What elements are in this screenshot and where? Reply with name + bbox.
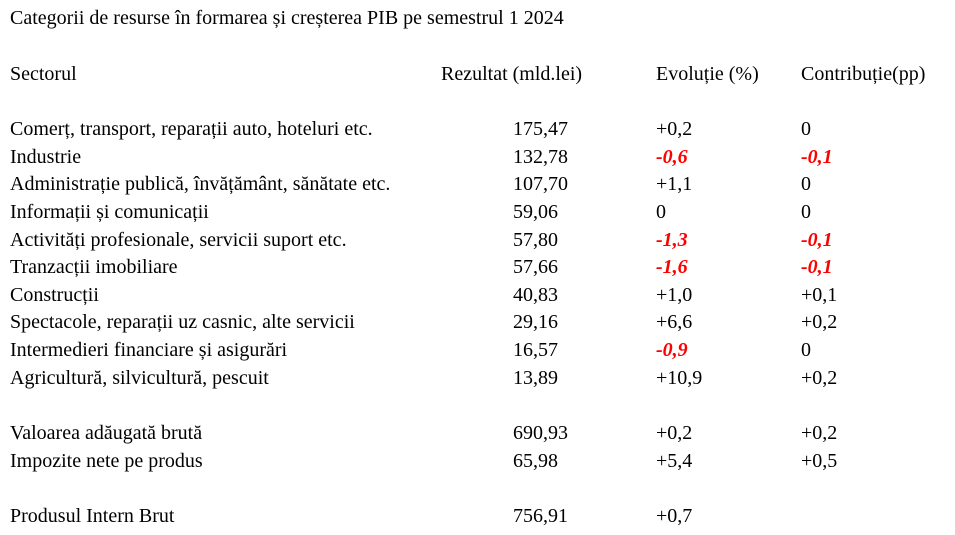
row-evolutie: -0,6	[656, 146, 688, 168]
total-contributie: +0,2	[801, 422, 838, 444]
row-rezultat: 40,83	[513, 284, 558, 306]
total-sector: Valoarea adăugată brută	[10, 422, 203, 444]
header-contributie: Contribuție(pp)	[801, 63, 926, 85]
row-contributie: -0,1	[801, 256, 833, 278]
row-sector: Intermedieri financiare și asigurări	[10, 339, 288, 361]
row-evolutie: -1,6	[656, 256, 688, 278]
row-contributie: -0,1	[801, 229, 833, 251]
pib-rezultat: 756,91	[513, 505, 568, 527]
row-contributie: 0	[801, 173, 811, 195]
row-rezultat: 29,16	[513, 311, 558, 333]
row-rezultat: 16,57	[513, 339, 558, 361]
row-evolutie: +1,1	[656, 173, 693, 195]
row-contributie: +0,2	[801, 367, 838, 389]
row-rezultat: 57,66	[513, 256, 558, 278]
row-contributie: +0,1	[801, 284, 838, 306]
row-rezultat: 57,80	[513, 229, 558, 251]
row-rezultat: 59,06	[513, 201, 558, 223]
row-evolutie: +0,2	[656, 118, 693, 140]
row-contributie: 0	[801, 118, 811, 140]
total-sector: Impozite nete pe produs	[10, 450, 203, 472]
pib-sector: Produsul Intern Brut	[10, 505, 175, 527]
total-rezultat: 690,93	[513, 422, 568, 444]
row-evolutie: +6,6	[656, 311, 693, 333]
total-evolutie: +5,4	[656, 450, 693, 472]
row-rezultat: 13,89	[513, 367, 558, 389]
row-contributie: 0	[801, 201, 811, 223]
row-rezultat: 107,70	[513, 173, 568, 195]
total-evolutie: +0,2	[656, 422, 693, 444]
row-evolutie: +10,9	[656, 367, 703, 389]
row-sector: Agricultură, silvicultură, pescuit	[10, 367, 269, 389]
row-sector: Construcții	[10, 284, 99, 306]
total-contributie: +0,5	[801, 450, 838, 472]
total-rezultat: 65,98	[513, 450, 558, 472]
row-contributie: -0,1	[801, 146, 833, 168]
row-rezultat: 175,47	[513, 118, 568, 140]
row-sector: Industrie	[10, 146, 82, 168]
row-evolutie: 0	[656, 201, 666, 223]
row-sector: Informații și comunicații	[10, 201, 209, 223]
row-sector: Spectacole, reparații uz casnic, alte servicii	[10, 311, 355, 333]
row-sector: Comerț, transport, reparații auto, hoteluri etc.	[10, 118, 373, 140]
header-sector: Sectorul	[10, 63, 77, 85]
row-evolutie: -1,3	[656, 229, 688, 251]
pib-evolutie: +0,7	[656, 505, 693, 527]
header-rezultat: Rezultat (mld.lei)	[441, 63, 583, 85]
row-sector: Administrație publică, învățământ, sănătate etc.	[10, 173, 391, 195]
page-title: Categorii de resurse în formarea și creșterea PIB pe semestrul 1 2024	[10, 7, 564, 29]
row-evolutie: -0,9	[656, 339, 688, 361]
row-contributie: +0,2	[801, 311, 838, 333]
row-contributie: 0	[801, 339, 811, 361]
row-evolutie: +1,0	[656, 284, 693, 306]
header-evolutie: Evoluție (%)	[656, 63, 759, 85]
row-sector: Activități profesionale, servicii suport etc.	[10, 229, 347, 251]
row-sector: Tranzacții imobiliare	[10, 256, 178, 278]
row-rezultat: 132,78	[513, 146, 568, 168]
